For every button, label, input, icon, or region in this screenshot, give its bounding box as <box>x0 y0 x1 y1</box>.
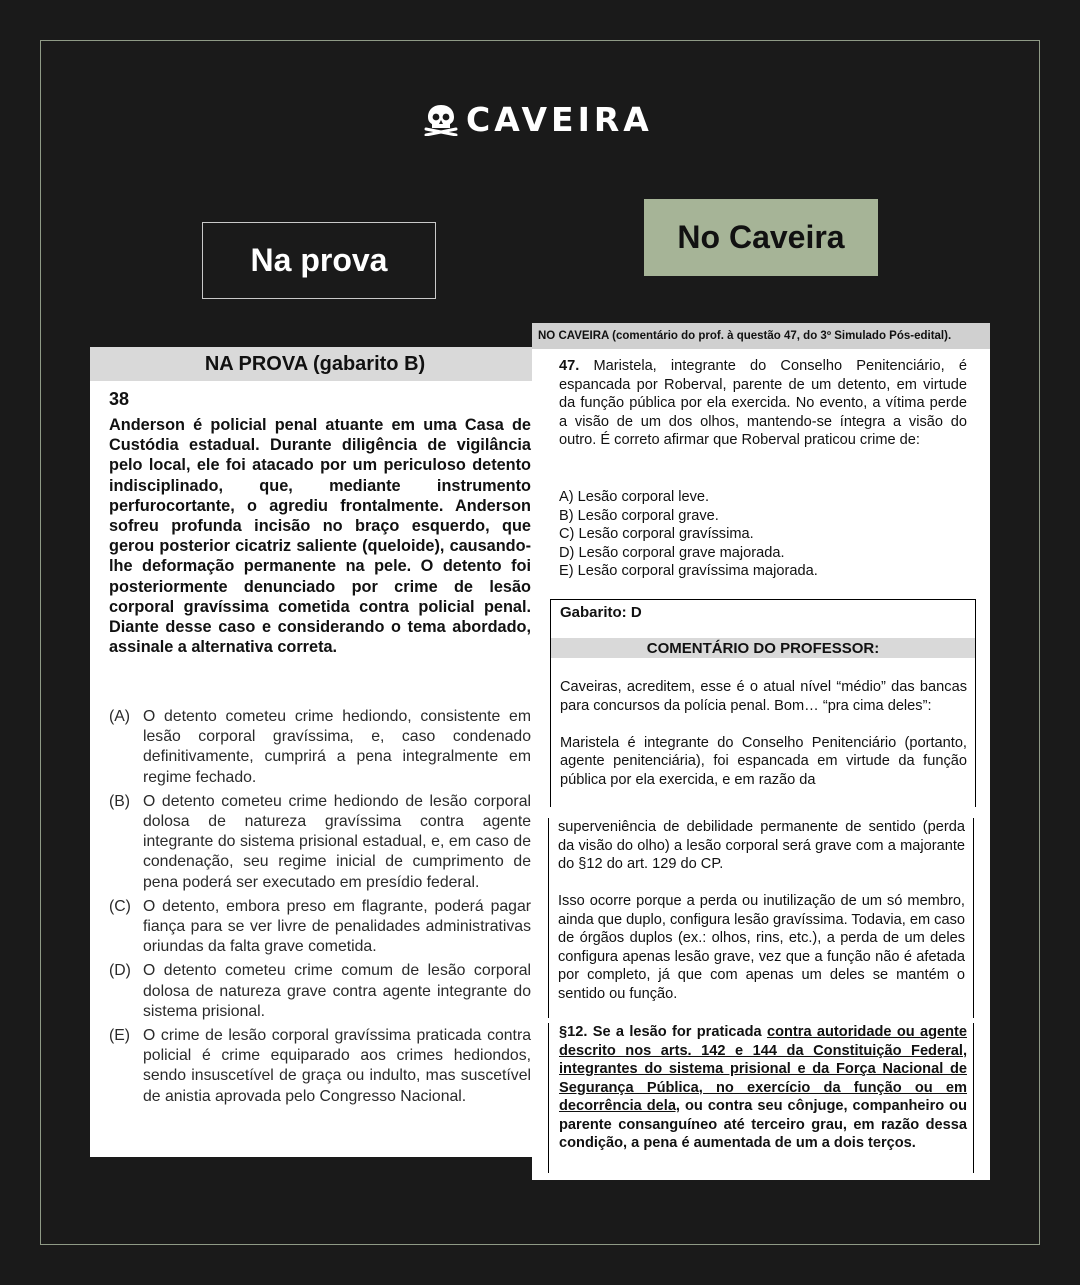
option-text: O detento cometeu crime hediondo, consistente em lesão corporal gravíssima, e, caso condenado definitivamente, cumprirá a pena integralmente em regime fechado. <box>143 708 531 786</box>
option-e <box>109 1026 531 1107</box>
option-c <box>109 897 531 958</box>
comment-body-start <box>560 678 967 808</box>
simulado-option-c: C) Lesão corporal gravíssima. <box>559 526 754 542</box>
na-prova-label: Na prova <box>202 222 436 299</box>
answer-key: Gabarito: D <box>560 604 642 621</box>
simulado-option-e: E) Lesão corporal gravíssima majorada. <box>559 563 818 579</box>
brand-logo <box>424 100 653 140</box>
simulado-option-a: A) Lesão corporal leve. <box>559 489 710 505</box>
comment-paragraph: Maristela é integrante do Conselho Penitenciário (portanto, agente penitenciária), foi espancada em virtude da função pública por ela exercida, e em razão da <box>560 734 967 788</box>
simulado-option-b: B) Lesão corporal grave. <box>559 507 719 524</box>
exam-panel-header: NA PROVA (gabarito B) <box>90 347 540 381</box>
comment-paragraph: Isso ocorre porque a perda ou inutilização de um só membro, ainda que duplo, configura lesão gravíssima. Todavia, em caso de órgãos duplos (ex.: olhos, rins, etc.), a perda de um deles configura apenas lesão grave, vez que a função não é afetada por completo, já que com apenas um deles se mantém o sentido ou função. <box>558 893 965 1002</box>
brand-name: CAVEIRA <box>466 100 653 139</box>
caveira-panel-header: NO CAVEIRA (comentário do prof. à questão 47, do 3º Simulado Pós-edital). <box>532 323 990 349</box>
question-statement: Anderson é policial penal atuante em uma Casa de Custódia estadual. Durante diligência de vigilância pelo local, ele foi atacado por um periculoso detento indisciplinado, que, mediante instrumento perfurocortante, o agrediu frontalmente. Anderson sofreu profunda incisão no braço esquerdo, que gerou posterior cicatriz saliente (queloide), causando-lhe deformação permanente na pele. O detento foi posteriormente denunciado por crime de lesão corporal gravíssima cometida contra policial penal. Diante desse caso e considerando o tema abordado, assinale a alternativa correta. <box>109 416 531 657</box>
option-letter: (C) <box>109 897 131 915</box>
comment-continuation-box <box>548 818 974 1018</box>
option-letter: (D) <box>109 962 131 980</box>
simulado-question-text: Maristela, integrante do Conselho Penitenciário, é espancada por Roberval, parente de um detento, em virtude da função pública por ela exercida. No evento, a vítima perde a visão de um dos olhos, mantendo-se íntegra a visão do outro. É correto afirmar que Roberval praticou crime de: <box>559 358 967 448</box>
exam-question-panel <box>90 347 540 1157</box>
option-a <box>109 707 531 788</box>
option-text: O crime de lesão corporal gravíssima praticada contra policial é crime equiparado aos crimes hediondos, sendo insuscetível de graça ou indulto, mas suscetível de anistia aprovada pelo Congresso Nacional. <box>143 1027 531 1105</box>
skull-icon <box>424 104 458 136</box>
simulado-question-number: 47. <box>559 358 580 374</box>
simulado-question <box>559 357 967 450</box>
question-number: 38 <box>109 389 130 409</box>
option-letter: (A) <box>109 708 131 725</box>
law-suffix: ou contra seu cônjuge, companheiro ou parente consanguíneo até terceiro grau, em razão dessa condição, a pena é aumentada de um a dois terços. <box>559 1098 967 1151</box>
option-text: O detento cometeu crime comum de lesão corporal dolosa de natureza grave contra agente integrante do sistema prisional. <box>143 962 531 1020</box>
options-list <box>109 707 531 1111</box>
comment-paragraph: Caveiras, acreditem, esse é o atual nível “médio” das bancas para concursos da polícia penal. Bom… “pra cima deles”: <box>560 679 967 714</box>
law-underlined: contra autoridade ou agente descrito nos arts. 142 e 144 da Constituição Federal, integrantes do sistema prisional e da Força Nacional de Segurança Pública, no exercício da função ou em decorrência dela, <box>559 1024 968 1114</box>
caveira-question-panel <box>532 323 990 1180</box>
answer-box <box>550 599 976 807</box>
comment-paragraph: superveniência de debilidade permanente de sentido (perda da visão do olho) a lesão corporal será grave com a majorante do §12 do art. 129 do CP. <box>558 819 965 872</box>
option-d <box>109 961 531 1022</box>
simulado-option-d: D) Lesão corporal grave majorada. <box>559 544 785 561</box>
option-b <box>109 792 531 893</box>
option-letter: (B) <box>109 792 131 810</box>
law-prefix: §12. Se a lesão for praticada <box>559 1024 767 1040</box>
option-letter: (E) <box>109 1027 131 1045</box>
law-excerpt-box <box>548 1023 974 1173</box>
no-caveira-label: No Caveira <box>644 199 878 276</box>
option-text: O detento, embora preso em flagrante, poderá pagar fiança para se ver livre de penalidades administrativas oriundas da falta grave cometida. <box>143 897 531 956</box>
comment-body-continued <box>558 818 965 1022</box>
simulado-options <box>559 488 967 581</box>
comment-title: COMENTÁRIO DO PROFESSOR: <box>551 638 975 658</box>
option-text: O detento cometeu crime hediondo de lesão corporal dolosa de natureza gravíssima contra agente integrante do sistema prisional estadual, e, em caso de condenação, seu regime inicial de cumprimento de pena poderá ser executado em presídio federal. <box>143 792 531 891</box>
law-excerpt <box>559 1023 967 1153</box>
